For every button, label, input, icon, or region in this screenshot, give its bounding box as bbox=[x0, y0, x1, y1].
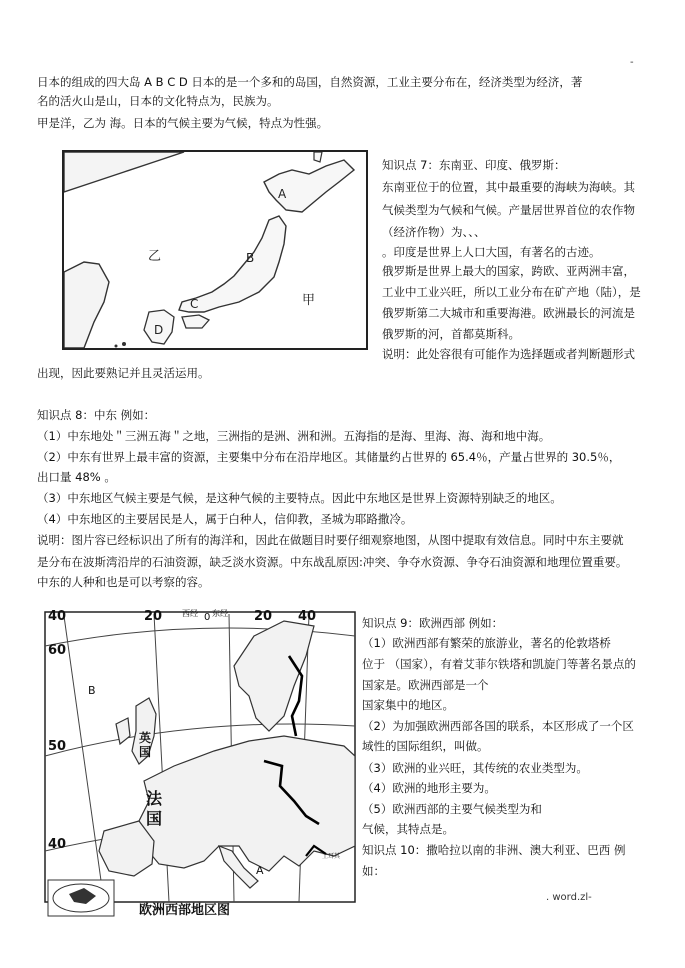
japan-label-d: D bbox=[154, 323, 164, 337]
k10-line-1: 知识点 10：撒哈拉以南的非洲、澳大利亚、巴西 例 bbox=[362, 843, 626, 857]
europe-top-20-w: 20 bbox=[144, 609, 163, 624]
k9-line-5: 国家集中的地区。 bbox=[362, 698, 454, 712]
japan-map-drawing bbox=[64, 152, 366, 348]
japan-label-b: B bbox=[246, 251, 255, 265]
japan-text-line-3: 甲是洋，乙为 海。日本的气候主要为气候，特点为性强。 bbox=[37, 116, 329, 130]
hokkaido-shape bbox=[264, 160, 354, 212]
k7-tail: 出现，因此要熟记并且灵活运用。 bbox=[37, 366, 210, 380]
k8-line-9: 中东的人种和也是可以考察的容。 bbox=[37, 575, 210, 589]
k8-line-4: 出口量 48% 。 bbox=[37, 470, 116, 484]
k9-line-3: 位于 （国家），有着艾菲尔铁塔和凯旋门等著名景点的 bbox=[362, 657, 636, 671]
europe-top-40-e: 40 bbox=[298, 609, 317, 624]
europe-point-b: B bbox=[88, 684, 96, 697]
k7-line-9: 俄罗斯的河，首都莫斯科。 bbox=[382, 327, 520, 341]
japan-text-line-2: 名的活火山是山，日本的文化特点为，民族为。 bbox=[37, 94, 279, 108]
k8-line-2: （1）中东地处＂三洲五海＂之地，三洲指的是洲、洲和洲。五海指的是海、里海、海、海和地中海。 bbox=[37, 429, 551, 443]
k9-line-8: （3）欧洲的业兴旺，其传统的农业类型为。 bbox=[362, 761, 588, 775]
k9-line-2: （1）欧洲西部有繁荣的旅游业，著名的伦敦塔桥 bbox=[362, 636, 611, 650]
k7-line-7: 工业中工业兴旺，所以工业分布在矿产地（陆），是 bbox=[382, 285, 641, 299]
europe-label-west-lon: 西经 bbox=[182, 609, 198, 618]
mainland-north-shape bbox=[64, 152, 184, 192]
uk-char-2: 国 bbox=[139, 745, 152, 759]
k9-line-9: （4）欧洲的地形主要为。 bbox=[362, 781, 496, 795]
europe-lat-60: 60 bbox=[48, 643, 67, 658]
fr-char-1: 法 bbox=[146, 789, 163, 808]
footer-mark: . word.zl- bbox=[546, 892, 592, 903]
k9-line-11: 气候，其特点是。 bbox=[362, 822, 454, 836]
japan-label-c: C bbox=[190, 297, 199, 311]
k7-line-6: 俄罗斯是世界上最大的国家，跨欧、亚两洲丰富， bbox=[382, 264, 635, 278]
k10-line-2: 如： bbox=[362, 864, 385, 878]
k7-line-3: 气候类型为气候和气候。产量居世界首位的农作物 bbox=[382, 203, 635, 217]
k7-line-5: 。印度是世界上人口大国，有著名的古迹。 bbox=[382, 245, 601, 259]
k7-line-4: （经济作物）为、、、 bbox=[382, 225, 486, 239]
europe-top-20-e: 20 bbox=[254, 609, 273, 624]
japan-map bbox=[62, 150, 368, 350]
europe-point-a: A bbox=[256, 864, 264, 877]
k7-line-8: 俄罗斯第二大城市和重要海港。欧洲最长的河流是 bbox=[382, 306, 635, 320]
mainland-shape bbox=[64, 262, 109, 348]
k9-line-4: 国家是。欧洲西部是一个 bbox=[362, 678, 489, 692]
k7-line-10: 说明：此处容很有可能作为选择题或者判断题形式 bbox=[382, 347, 635, 361]
k7-line-2: 东南亚位于的位置，其中最重要的海峡为海峡。其 bbox=[382, 180, 635, 194]
europe-map-drawing bbox=[44, 606, 356, 920]
europe-lat-40: 40 bbox=[48, 837, 67, 852]
europe-lat-50: 50 bbox=[48, 739, 67, 754]
k7-line-1: 知识点 7：东南亚、印度、俄罗斯： bbox=[382, 158, 566, 172]
uk-char-1: 英 bbox=[139, 731, 152, 745]
europe-small-label: 土耳其 bbox=[322, 853, 341, 860]
k8-line-7: 说明：图片容已经标识出了所有的海洋和，因此在做题目时要仔细观察地图，从图中提取有效信息。同时中东主要就 bbox=[37, 533, 624, 547]
k8-line-3: （2）中东有世界上最丰富的资源，主要集中分布在沿岸地区。其储量约占世界的 65.4％，产量占世界的 30.5％， bbox=[37, 450, 621, 464]
europe-label-east-lon: 东经 bbox=[212, 609, 228, 618]
k8-line-1: 知识点 8：中东 例如： bbox=[37, 408, 156, 422]
europe-top-40-w: 40 bbox=[48, 609, 67, 624]
k8-line-6: （4）中东地区的主要居民是人，属于白种人，信仰教，圣城为耶路撒冷。 bbox=[37, 512, 413, 526]
shikoku-shape bbox=[182, 315, 209, 328]
europe-map bbox=[44, 606, 356, 920]
europe-map-caption: 欧洲西部地区图 bbox=[139, 903, 231, 918]
corner-mark: - bbox=[630, 57, 634, 68]
japan-label-jia: 甲 bbox=[302, 293, 316, 308]
japan-label-a: A bbox=[278, 187, 287, 201]
k9-line-6: （2）为加强欧洲西部各国的联系，本区形成了一个区 bbox=[362, 719, 634, 733]
k9-line-1: 知识点 9：欧洲西部 例如： bbox=[362, 616, 504, 630]
k9-line-10: （5）欧洲西部的主要气候类型为和 bbox=[362, 802, 542, 816]
k9-line-7: 域性的国际组织，叫做。 bbox=[362, 739, 489, 753]
k8-line-5: （3）中东地区气候主要是气候，是这种气候的主要特点。因此中东地区是世界上资源特别缺乏的地区。 bbox=[37, 491, 562, 505]
europe-top-0: 0 bbox=[204, 612, 211, 623]
fr-char-2: 国 bbox=[146, 809, 163, 828]
japan-label-yi: 乙 bbox=[148, 249, 162, 264]
japan-text-line-1: 日本的组成的四大岛 A B C D 日本的是一个多和的岛国，自然资源，工业主要分布在，经济类型为经济，著 bbox=[37, 75, 583, 89]
k8-line-8: 是分布在波斯湾沿岸的石油资源，缺乏淡水资源。中东战乱原因:冲突、争夺水资源、争夺石油资源和地理位置重要。 bbox=[37, 555, 628, 569]
